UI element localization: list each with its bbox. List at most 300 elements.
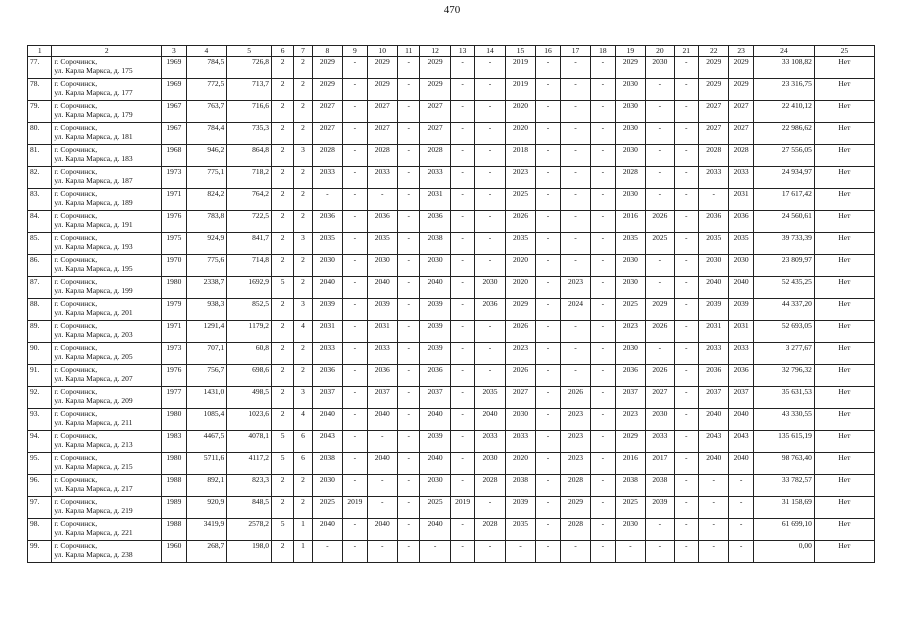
table-cell: - [343,541,367,563]
table-cell: Нет [814,57,874,79]
table-cell: 2039 [420,431,451,453]
table-cell: Нет [814,541,874,563]
table-row [28,123,875,145]
table-cell: 2033 [729,343,753,365]
address-city: г. Сорочинск, [54,365,98,374]
table-cell: - [450,541,474,563]
table-cell: - [646,189,674,211]
table-cell: 22 410,12 [753,101,814,123]
table-cell: 1969 [162,79,186,101]
table-cell: 2020 [505,453,536,475]
address-city: г. Сорочинск, [54,409,98,418]
table-cell: 2028 [615,167,646,189]
table-cell: 2030 [615,123,646,145]
row-number: 97. [28,497,52,519]
table-cell: - [343,409,367,431]
table-cell: - [398,497,420,519]
table-cell: - [536,365,560,387]
table-cell: - [536,145,560,167]
table-cell: - [674,475,698,497]
column-header: 24 [753,46,814,57]
table-cell: - [591,541,615,563]
table-cell: - [343,387,367,409]
table-cell: 714,8 [227,255,272,277]
table-cell: Нет [814,387,874,409]
table-cell: - [591,277,615,299]
table-cell: - [674,321,698,343]
table-cell: - [398,233,420,255]
table-cell: 2 [294,167,312,189]
table-row [28,453,875,475]
table-cell: 2029 [420,79,451,101]
table-cell: 268,7 [186,541,227,563]
table-cell: 6 [294,431,312,453]
table-cell: - [398,343,420,365]
column-header: 22 [698,46,729,57]
row-number: 86. [28,255,52,277]
table-cell: 23 316,75 [753,79,814,101]
table-cell: - [475,255,506,277]
table-cell: - [343,431,367,453]
table-cell: 2039 [698,299,729,321]
table-cell: 2039 [646,497,674,519]
table-cell: 4117,2 [227,453,272,475]
table-cell: 2040 [729,453,753,475]
table-cell: 2027 [729,101,753,123]
table-cell: - [591,299,615,321]
table-cell: 2036 [367,365,398,387]
table-row [28,167,875,189]
row-number: 90. [28,343,52,365]
table-cell: - [674,431,698,453]
table-cell: - [646,277,674,299]
table-cell: 2036 [312,365,343,387]
address-street: ул. Карла Маркса, д. 205 [54,352,133,361]
table-cell: 2039 [420,321,451,343]
table-cell: Нет [814,519,874,541]
table-cell: 756,7 [186,365,227,387]
table-row [28,431,875,453]
column-header: 20 [646,46,674,57]
table-cell: 2028 [475,519,506,541]
table-cell: 2039 [420,299,451,321]
table-cell: - [398,79,420,101]
table-cell: - [536,387,560,409]
column-header: 25 [814,46,874,57]
table-cell: 1431,0 [186,387,227,409]
table-row [28,255,875,277]
address-city: г. Сорочинск, [54,321,98,330]
table-cell: - [536,343,560,365]
table-cell: 920,9 [186,497,227,519]
table-cell: 722,5 [227,211,272,233]
address-city: г. Сорочинск, [54,519,98,528]
address-street: ул. Карла Маркса, д. 201 [54,308,133,317]
table-cell: - [367,431,398,453]
table-cell: 4 [294,321,312,343]
table-cell: - [343,211,367,233]
table-cell: 852,5 [227,299,272,321]
table-cell: 2029 [729,79,753,101]
address-city: г. Сорочинск, [54,277,98,286]
table-cell: 2037 [367,387,398,409]
table-cell: 1980 [162,453,186,475]
table-cell: 2019 [505,57,536,79]
table-cell: - [536,453,560,475]
table-cell: 2040 [312,519,343,541]
table-row [28,387,875,409]
table-cell: 2031 [729,321,753,343]
table-cell: 2037 [615,387,646,409]
table-cell: 1960 [162,541,186,563]
table-cell: - [398,57,420,79]
row-number: 89. [28,321,52,343]
row-number: 98. [28,519,52,541]
table-cell: - [646,123,674,145]
table-cell: 1983 [162,431,186,453]
table-cell: - [560,123,591,145]
table-cell: 2 [294,497,312,519]
table-cell: 2039 [367,299,398,321]
table-cell: - [560,365,591,387]
table-cell: - [398,519,420,541]
address-cell [52,409,162,431]
table-cell: 1975 [162,233,186,255]
table-cell: 2028 [420,145,451,167]
address-city: г. Сорочинск, [54,453,98,462]
table-cell: Нет [814,497,874,519]
table-cell: 2 [294,365,312,387]
table-cell: 2037 [420,387,451,409]
table-row [28,475,875,497]
table-cell: 2028 [698,145,729,167]
table-cell: - [398,123,420,145]
table-cell: 2 [272,167,294,189]
table-cell: - [674,79,698,101]
table-cell: 0,00 [753,541,814,563]
table-cell: 2 [294,255,312,277]
column-header: 2 [52,46,162,57]
column-header: 8 [312,46,343,57]
table-cell: - [312,189,343,211]
table-cell: 2 [272,145,294,167]
row-number: 93. [28,409,52,431]
table-cell: 2028 [560,519,591,541]
table-cell: 5 [272,519,294,541]
table-cell: - [674,519,698,541]
table-cell: 764,2 [227,189,272,211]
table-cell: - [536,299,560,321]
table-cell: 2028 [475,475,506,497]
table-cell: 2 [272,387,294,409]
row-number: 79. [28,101,52,123]
table-cell: 2025 [615,497,646,519]
address-street: ул. Карла Маркса, д. 177 [54,88,133,97]
table-cell: 2 [272,475,294,497]
table-cell: 2030 [646,409,674,431]
table-cell: - [698,189,729,211]
table-cell: 2027 [312,123,343,145]
table-cell: - [591,189,615,211]
table-cell: 2036 [475,299,506,321]
table-cell: 3 [294,387,312,409]
table-cell: - [560,321,591,343]
address-cell [52,233,162,255]
table-cell: 2038 [646,475,674,497]
table-cell: 2026 [646,365,674,387]
table-row [28,145,875,167]
row-number: 84. [28,211,52,233]
table-cell: 2033 [420,167,451,189]
table-cell: - [698,519,729,541]
table-cell: 31 158,69 [753,497,814,519]
address-street: ул. Карла Маркса, д. 195 [54,264,133,273]
table-cell: - [450,431,474,453]
table-cell: 1980 [162,409,186,431]
housing-register-table [27,45,875,563]
table-cell: - [450,101,474,123]
table-cell: - [674,101,698,123]
table-cell: - [450,57,474,79]
table-cell: 2018 [505,145,536,167]
page-number: 470 [443,4,461,16]
table-cell: 2029 [312,57,343,79]
table-cell: - [398,475,420,497]
table-cell: - [343,79,367,101]
column-header: 4 [186,46,227,57]
table-cell: 2030 [615,277,646,299]
table-cell: - [674,145,698,167]
table-row [28,519,875,541]
table-row [28,57,875,79]
table-cell: Нет [814,233,874,255]
address-cell [52,387,162,409]
table-cell: 2040 [698,277,729,299]
table-row [28,211,875,233]
table-cell: - [450,519,474,541]
table-cell: Нет [814,343,874,365]
table-cell: - [398,167,420,189]
table-cell: 2030 [312,475,343,497]
table-cell: - [536,167,560,189]
table-cell: - [450,321,474,343]
address-city: г. Сорочинск, [54,79,98,88]
table-cell: Нет [814,167,874,189]
address-cell [52,167,162,189]
address-street: ул. Карла Маркса, д. 183 [54,154,133,163]
table-cell: 2030 [420,475,451,497]
table-cell: 2027 [367,123,398,145]
table-cell: 1 [294,519,312,541]
table-cell: - [398,431,420,453]
table-cell: 2039 [729,299,753,321]
table-cell: - [398,211,420,233]
table-cell: 2036 [698,365,729,387]
table-cell: 784,4 [186,123,227,145]
table-cell: 1291,4 [186,321,227,343]
table-cell: 2023 [615,409,646,431]
table-cell: - [615,541,646,563]
table-cell: - [343,255,367,277]
row-number: 82. [28,167,52,189]
table-cell: - [698,541,729,563]
table-cell: 2027 [729,123,753,145]
address-city: г. Сорочинск, [54,233,98,242]
table-cell: 1968 [162,145,186,167]
table-row [28,189,875,211]
table-cell: Нет [814,365,874,387]
table-cell: - [591,453,615,475]
table-row [28,101,875,123]
table-cell: - [475,123,506,145]
table-cell: Нет [814,189,874,211]
table-cell: - [698,497,729,519]
table-cell: 2030 [475,277,506,299]
table-cell: - [560,57,591,79]
table-cell: 2030 [729,255,753,277]
table-cell: - [450,277,474,299]
table-cell: 1 [294,541,312,563]
table-cell: - [505,541,536,563]
table-cell: 2040 [698,453,729,475]
table-cell: 763,7 [186,101,227,123]
table-cell: 5711,6 [186,453,227,475]
address-street: ул. Карла Маркса, д. 211 [54,418,133,427]
address-street: ул. Карла Маркса, д. 219 [54,506,133,515]
address-cell [52,475,162,497]
table-cell: 2017 [646,453,674,475]
table-cell: 2023 [560,453,591,475]
table-cell: - [560,145,591,167]
table-cell: 2040 [729,277,753,299]
address-street: ул. Карла Маркса, д. 215 [54,462,133,471]
table-cell: 1967 [162,123,186,145]
table-cell: - [343,453,367,475]
address-cell [52,343,162,365]
table-cell: Нет [814,277,874,299]
address-cell [52,453,162,475]
table-cell: 2031 [729,189,753,211]
table-cell: 2036 [367,211,398,233]
table-cell: 2040 [367,519,398,541]
column-header: 3 [162,46,186,57]
table-cell: 98 763,40 [753,453,814,475]
table-row [28,79,875,101]
table-cell: - [674,123,698,145]
table-cell: 2040 [420,453,451,475]
table-cell: - [674,233,698,255]
table-cell: 2031 [420,189,451,211]
table-cell: 2040 [420,409,451,431]
table-cell: 2027 [698,101,729,123]
table-cell: 2 [294,189,312,211]
table-cell: 864,8 [227,145,272,167]
table-cell: - [591,145,615,167]
table-cell: - [475,233,506,255]
table-cell: - [450,387,474,409]
column-header: 1 [28,46,52,57]
table-cell: 823,3 [227,475,272,497]
table-cell: 2036 [698,211,729,233]
table-cell: 2035 [505,233,536,255]
table-cell: 2036 [729,211,753,233]
table-cell: - [674,189,698,211]
table-cell: Нет [814,79,874,101]
table-cell: 2035 [505,519,536,541]
address-street: ул. Карла Маркса, д. 213 [54,440,133,449]
table-cell: - [343,475,367,497]
table-cell: 2037 [312,387,343,409]
row-number: 87. [28,277,52,299]
table-cell: 2029 [646,299,674,321]
table-cell: Нет [814,101,874,123]
table-cell: 2027 [420,123,451,145]
address-cell [52,519,162,541]
row-number: 95. [28,453,52,475]
table-cell: - [343,233,367,255]
table-cell: 2026 [560,387,591,409]
table-cell: - [536,101,560,123]
table-cell: - [475,189,506,211]
table-cell: - [343,167,367,189]
table-cell: - [475,101,506,123]
table-cell: 2030 [646,57,674,79]
table-cell: - [560,541,591,563]
table-cell: 2031 [367,321,398,343]
column-header: 12 [420,46,451,57]
table-cell: 2023 [560,431,591,453]
address-city: г. Сорочинск, [54,299,98,308]
table-cell: 2039 [505,497,536,519]
table-cell: 2023 [615,321,646,343]
column-header: 5 [227,46,272,57]
address-street: ул. Карла Маркса, д. 187 [54,176,133,185]
table-cell: 2038 [505,475,536,497]
table-cell: - [367,541,398,563]
table-cell: 2029 [615,431,646,453]
table-cell: 2 [272,79,294,101]
table-cell: - [398,255,420,277]
table-cell: - [475,365,506,387]
table-cell: 2031 [312,321,343,343]
table-cell: - [591,167,615,189]
address-street: ул. Карла Маркса, д. 199 [54,286,133,295]
table-cell: 52 435,25 [753,277,814,299]
table-cell: Нет [814,211,874,233]
table-cell: 2030 [698,255,729,277]
table-cell: 17 617,42 [753,189,814,211]
table-cell: 2040 [367,453,398,475]
column-header: 10 [367,46,398,57]
table-cell: - [591,321,615,343]
table-cell: 2019 [450,497,474,519]
table-cell: 2029 [420,57,451,79]
table-row [28,497,875,519]
table-cell: - [398,365,420,387]
table-cell: 707,1 [186,343,227,365]
table-cell: 698,6 [227,365,272,387]
table-cell: 2030 [615,101,646,123]
table-cell: - [475,497,506,519]
table-cell: 2028 [560,475,591,497]
table-cell: 892,1 [186,475,227,497]
table-cell: 2578,2 [227,519,272,541]
table-cell: Нет [814,475,874,497]
table-cell: 2 [294,475,312,497]
table-cell: 2 [272,497,294,519]
table-cell: 2027 [505,387,536,409]
table-cell: - [343,57,367,79]
